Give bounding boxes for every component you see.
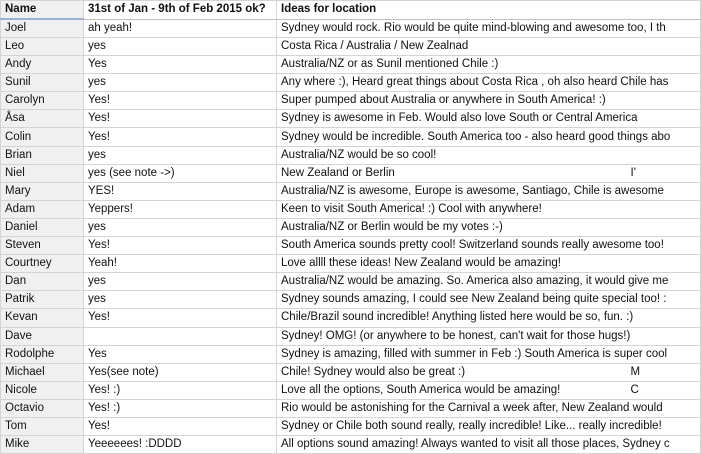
table-row: [1, 56, 701, 74]
table-row: [1, 363, 701, 381]
location-text: Australia/NZ or Berlin would be my votes :-): [281, 220, 503, 233]
location-text: Any where :), Heard great things about Costa Rica , oh also heard Chile has: [281, 76, 669, 89]
location-cell[interactable]: [277, 19, 701, 38]
location-text: Sydney would be incredible. South America too - also heard good things abo: [281, 130, 671, 143]
location-cell[interactable]: [277, 110, 701, 128]
location-cell[interactable]: [277, 182, 701, 200]
availability-cell[interactable]: Yes(see note): [84, 363, 277, 381]
name-cell[interactable]: Colin: [1, 128, 84, 146]
location-text: Sydney is awesome in Feb. Would also love South or Central America: [281, 112, 638, 125]
location-text: Chile! Sydney would also be great :): [281, 365, 466, 378]
header-location-cell[interactable]: Ideas for location: [277, 1, 701, 20]
location-text: Keen to visit South America! :) Cool with anywhere!: [281, 202, 542, 215]
availability-cell[interactable]: yes: [84, 291, 277, 309]
location-text: All options sound amazing! Always wanted to visit all those places, Sydney c: [281, 438, 670, 451]
table-row: [1, 255, 701, 273]
table-row: [1, 19, 701, 38]
location-cell[interactable]: [277, 255, 701, 273]
table-row: [1, 128, 701, 146]
location-text: New Zealand or Berlin: [281, 166, 395, 179]
name-cell[interactable]: Joel: [1, 19, 84, 38]
availability-cell[interactable]: Yes!: [84, 110, 277, 128]
name-cell[interactable]: Mary: [1, 182, 84, 200]
table-row: [1, 327, 701, 345]
location-cell[interactable]: [277, 381, 701, 399]
location-cell[interactable]: [277, 273, 701, 291]
table-row: [1, 417, 701, 435]
name-cell[interactable]: Patrik: [1, 291, 84, 309]
location-text: South America sounds pretty cool! Switzerland sounds really awesome too!: [281, 239, 664, 252]
next-column-text: M: [630, 365, 641, 378]
availability-cell[interactable]: yes: [84, 218, 277, 236]
availability-cell[interactable]: Yeeeeees! :DDDD: [84, 436, 277, 454]
table-row: [1, 218, 701, 236]
name-cell[interactable]: Adam: [1, 200, 84, 218]
location-text: Sydney is amazing, filled with summer in Feb :) South America is super cool: [281, 347, 668, 360]
name-cell[interactable]: Daniel: [1, 218, 84, 236]
location-cell[interactable]: [277, 237, 701, 255]
availability-cell[interactable]: ah yeah!: [84, 19, 277, 38]
name-cell[interactable]: Courtney: [1, 255, 84, 273]
location-cell[interactable]: [277, 436, 701, 454]
location-text: Costa Rica / Australia / New Zealnad: [281, 40, 469, 53]
availability-cell[interactable]: Yes!: [84, 309, 277, 327]
table-row: [1, 182, 701, 200]
availability-cell[interactable]: YES!: [84, 182, 277, 200]
table-row: [1, 237, 701, 255]
location-cell[interactable]: [277, 164, 701, 182]
name-cell[interactable]: Tom: [1, 417, 84, 435]
location-cell[interactable]: [277, 56, 701, 74]
table-row: [1, 345, 701, 363]
availability-cell[interactable]: Yes!: [84, 128, 277, 146]
location-cell[interactable]: [277, 291, 701, 309]
header-name-cell[interactable]: Name: [1, 1, 84, 20]
name-cell[interactable]: Kevan: [1, 309, 84, 327]
table-row: [1, 74, 701, 92]
name-cell[interactable]: Niel: [1, 164, 84, 182]
location-cell[interactable]: [277, 74, 701, 92]
location-text: Chile/Brazil sound incredible! Anything listed here would be so, fun. :): [281, 311, 634, 324]
location-cell[interactable]: [277, 399, 701, 417]
location-text: Australia/NZ or as Sunil mentioned Chile :): [281, 58, 499, 71]
name-cell[interactable]: Sunil: [1, 74, 84, 92]
location-cell[interactable]: [277, 218, 701, 236]
next-column-text: I': [630, 166, 636, 179]
availability-cell[interactable]: Yeppers!: [84, 200, 277, 218]
location-cell[interactable]: [277, 345, 701, 363]
name-cell[interactable]: Steven: [1, 237, 84, 255]
location-text: Super pumped about Australia or anywhere in South America! :): [281, 94, 606, 107]
availability-cell[interactable]: yes: [84, 273, 277, 291]
location-text: Sydney would rock. Rio would be quite mind-blowing and awesome too, I th: [281, 21, 666, 34]
name-cell[interactable]: Brian: [1, 146, 84, 164]
location-cell[interactable]: [277, 200, 701, 218]
location-text: Love all the options, South America would be amazing!: [281, 383, 561, 396]
location-text: Rio would be astonishing for the Carnival a week after, New Zealand would: [281, 401, 663, 414]
availability-cell[interactable]: Yes: [84, 56, 277, 74]
table-row: [1, 273, 701, 291]
location-text: Sydney or Chile both sound really, really incredible! Like... really incredible!: [281, 420, 662, 433]
location-cell[interactable]: [277, 363, 701, 381]
availability-cell[interactable]: Yes! :): [84, 381, 277, 399]
next-column-text: C: [630, 383, 639, 396]
name-cell[interactable]: Nicole: [1, 381, 84, 399]
availability-cell[interactable]: Yes: [84, 345, 277, 363]
table-row: [1, 436, 701, 454]
name-cell[interactable]: Mike: [1, 436, 84, 454]
availability-cell[interactable]: Yes!: [84, 92, 277, 110]
location-text: Australia/NZ would be amazing. So. America also amazing, it would give me: [281, 275, 669, 288]
name-cell[interactable]: Michael: [1, 363, 84, 381]
location-text: Love allll these ideas! New Zealand would be amazing!: [281, 257, 561, 270]
availability-cell[interactable]: yes: [84, 38, 277, 56]
location-text: Sydney sounds amazing, I could see New Zealand being quite special too! :: [281, 293, 667, 306]
location-text: Australia/NZ is awesome, Europe is awesome, Santiago, Chile is awesome: [281, 184, 664, 197]
name-cell[interactable]: Octavio: [1, 399, 84, 417]
availability-cell[interactable]: Yeah!: [84, 255, 277, 273]
table-row: [1, 399, 701, 417]
location-text: Sydney! OMG! (or anywhere to be honest, can't wait for those hugs!): [281, 329, 631, 342]
location-cell[interactable]: [277, 92, 701, 110]
table-row: [1, 200, 701, 218]
name-cell[interactable]: Andy: [1, 56, 84, 74]
header-ok-cell[interactable]: 31st of Jan - 9th of Feb 2015 ok?: [84, 1, 277, 20]
name-cell[interactable]: Rodolphe: [1, 345, 84, 363]
location-cell[interactable]: [277, 417, 701, 435]
name-cell[interactable]: Leo: [1, 38, 84, 56]
availability-cell[interactable]: yes (see note ->): [84, 164, 277, 182]
location-cell[interactable]: [277, 146, 701, 164]
table-row: [1, 110, 701, 128]
location-cell[interactable]: [277, 38, 701, 56]
availability-cell[interactable]: yes: [84, 146, 277, 164]
availability-cell[interactable]: [84, 327, 277, 345]
location-text: Australia/NZ would be so cool!: [281, 148, 437, 161]
table-row: [1, 146, 701, 164]
header-row: [1, 1, 701, 20]
availability-cell[interactable]: Yes!: [84, 417, 277, 435]
table-row: [1, 291, 701, 309]
name-cell[interactable]: Dave: [1, 327, 84, 345]
table-row: [1, 309, 701, 327]
location-cell[interactable]: [277, 128, 701, 146]
name-cell[interactable]: Carolyn: [1, 92, 84, 110]
table-row: [1, 381, 701, 399]
name-cell[interactable]: Åsa: [1, 110, 84, 128]
availability-cell[interactable]: Yes!: [84, 237, 277, 255]
availability-cell[interactable]: yes: [84, 74, 277, 92]
availability-cell[interactable]: Yes! :): [84, 399, 277, 417]
name-cell[interactable]: Dan: [1, 273, 84, 291]
table-row: [1, 92, 701, 110]
location-cell[interactable]: [277, 327, 701, 345]
table-row: [1, 164, 701, 182]
table-row: [1, 38, 701, 56]
location-cell[interactable]: [277, 309, 701, 327]
